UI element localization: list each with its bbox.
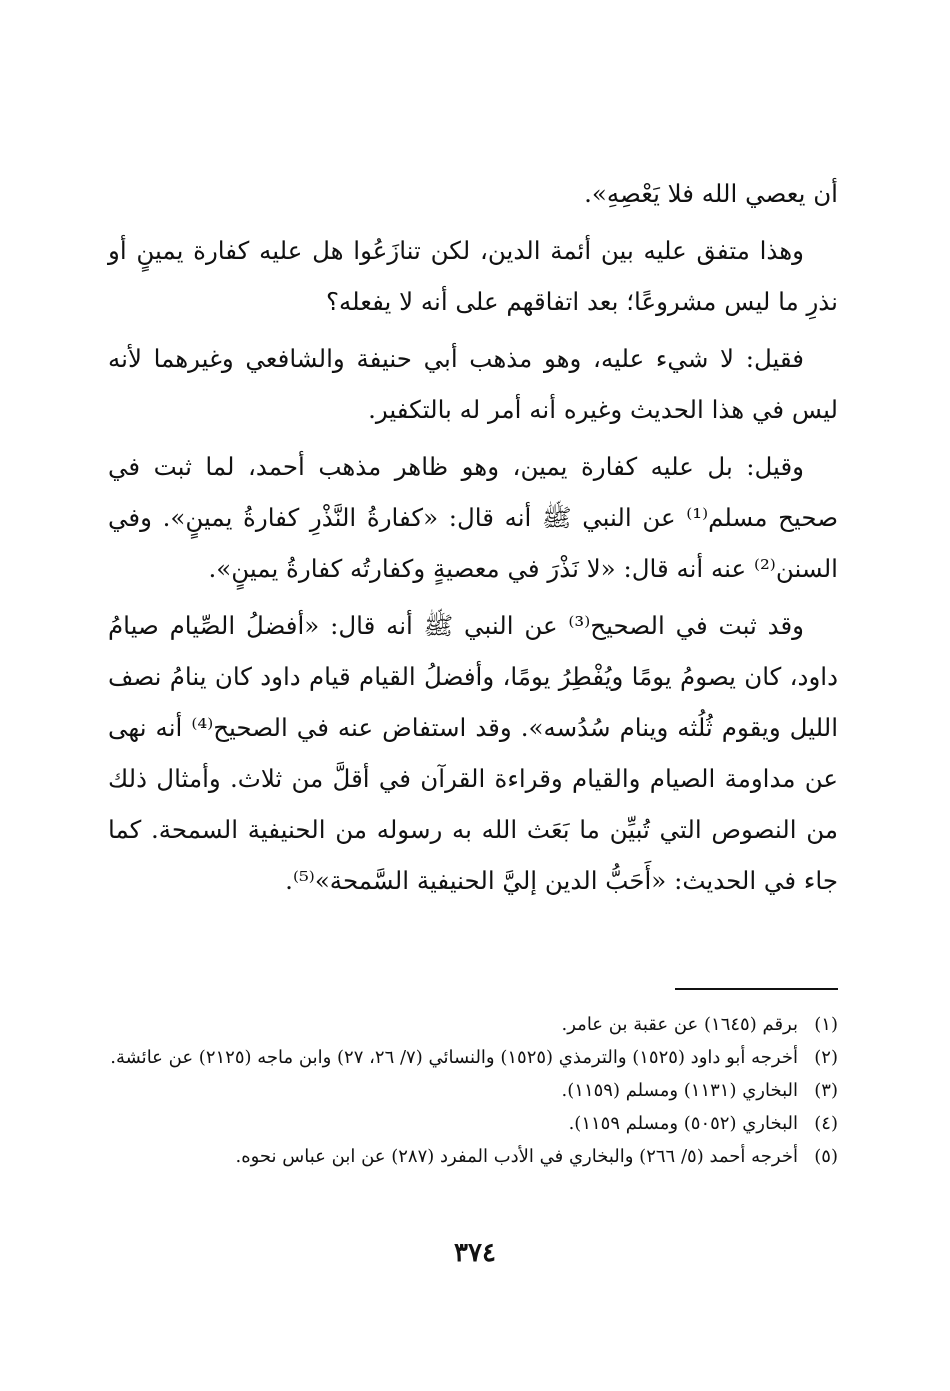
footnote-text: أخرجه أبو داود (١٥٢٥) والترمذي (١٥٢٥) والنسائي (٧/ ٢٦، ٢٧) وابن ماجه (٢١٢٥) عن عائشة. <box>110 1047 798 1068</box>
footnote-item <box>108 1140 838 1173</box>
paragraph: وقد ثبت في الصحيح⁽³⁾ عن النبي ﷺ أنه قال: «أفضلُ الصِّيام صيامُ داود، كان يصومُ يومًا ويُفْطِرُ يومًا، وأفضلُ القيام قيام داود كان ينامُ نصف الليل ويقوم ثُلُثه وينام سُدُسه». وقد استفاض عنه في الصحيح⁽⁴⁾ أنه نهى عن مداومة الصيام والقيام وقراءة القرآن في أقلَّ من ثلاث. وأمثال ذلك من النصوص التي تُبيِّن ما بَعَث الله به رسوله من الحنيفية السمحة. كما جاء في الحديث: «أَحَبُّ الدين إليَّ الحنيفية السَّمحة»⁽⁵⁾. <box>108 611 838 895</box>
paragraph: وهذا متفق عليه بين أئمة الدين، لكن تنازَعُوا هل عليه كفارة يمينٍ أو نذرِ ما ليس مشروعًا؛ بعد اتفاقهم على أنه لا يفعله؟ <box>108 236 838 316</box>
footnote-number: (٥) <box>814 1146 838 1167</box>
footnote-text: البخاري (٥٠٥٢) ومسلم ١١٥٩). <box>568 1113 798 1134</box>
paragraph: وقيل: بل عليه كفارة يمين، وهو ظاهر مذهب أحمد، لما ثبت في صحيح مسلم⁽¹⁾ عن النبي ﷺ أنه قال: «كفارةُ النَّذْرِ كفارةُ يمينٍ». وفي السنن⁽²⁾ عنه أنه قال: «لا نَذْرَ في معصيةٍ وكفارتُه كفارةُ يمينٍ». <box>108 452 838 583</box>
page-number: ٣٧٤ <box>454 1238 496 1268</box>
footnote-item <box>108 1074 838 1107</box>
footnote-number: (٣) <box>814 1080 838 1101</box>
footnote-item <box>108 1008 838 1041</box>
footnotes <box>108 1008 838 1173</box>
footnote-divider <box>675 988 838 990</box>
footnote-number: (١) <box>814 1014 838 1035</box>
paragraph-continuation: أن يعصي الله فلا يَعْصِهِ». <box>584 179 838 208</box>
footnote-item <box>108 1107 838 1140</box>
footnote-number: (٢) <box>814 1047 838 1068</box>
footnote-text: البخاري (١١٣١) ومسلم (١١٥٩). <box>561 1080 798 1101</box>
main-text <box>108 168 838 912</box>
footnote-item <box>108 1041 838 1074</box>
footnote-number: (٤) <box>814 1113 838 1134</box>
paragraph: فقيل: لا شيء عليه، وهو مذهب أبي حنيفة والشافعي وغيرهما لأنه ليس في هذا الحديث وغيره أنه أمر له بالتكفير. <box>108 344 838 424</box>
footnote-text: أخرجه أحمد (٥/ ٢٦٦) والبخاري في الأدب المفرد (٢٨٧) عن ابن عباس نحوه. <box>235 1146 798 1167</box>
footnote-text: برقم (١٦٤٥) عن عقبة بن عامر. <box>561 1014 798 1035</box>
